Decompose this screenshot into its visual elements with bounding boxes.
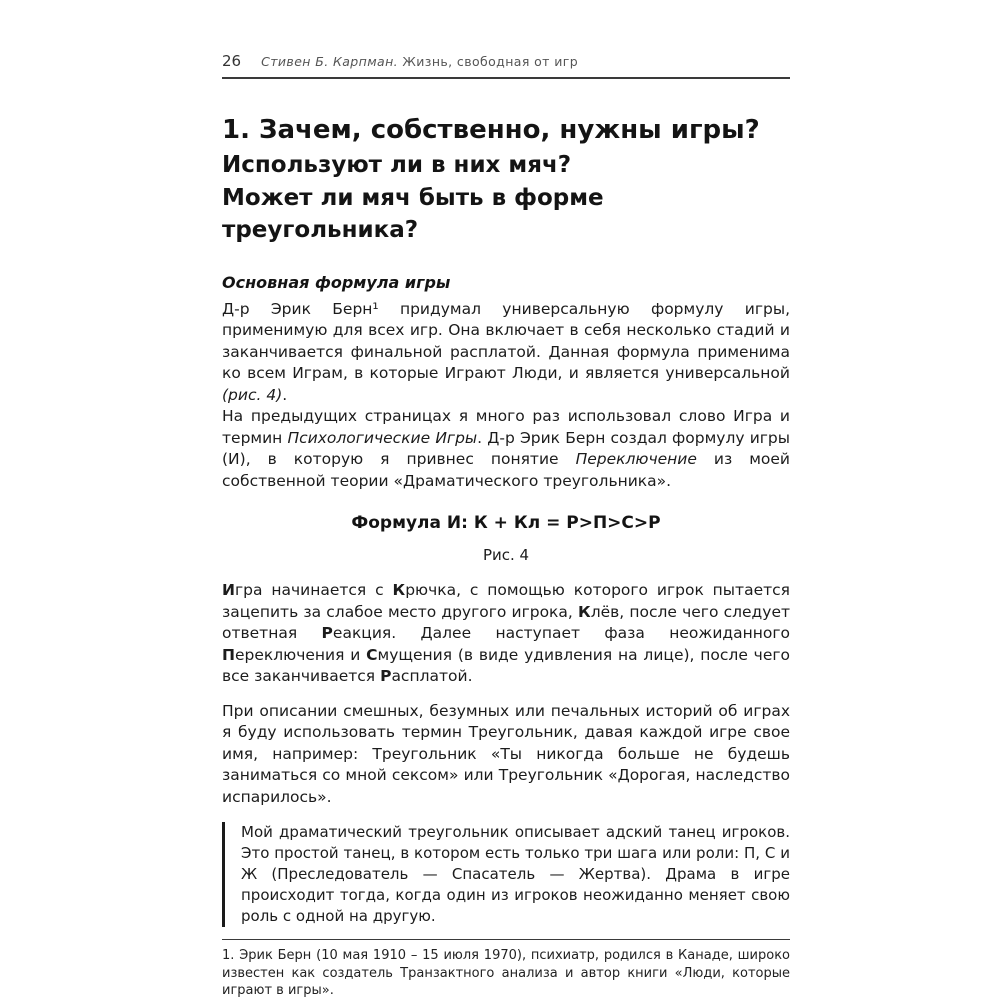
footnote-block <box>222 939 790 1000</box>
figure-caption: Рис. 4 <box>482 546 530 565</box>
footnote-text: 1. Эрик Берн (10 мая 1910 – 15 июля 1970), психиатр, родился в Канаде, широко известен как создатель Транзактного анализа и автор книги «Люди, которые играют в игры». <box>222 948 790 999</box>
page-header <box>222 52 790 79</box>
paragraph-formula-explanation: Игра начинается с Крючка, с помощью которого игрок пытается зацепить за слабое место другого игрока, Клёв, после чего следует ответная Реакция. Далее наступает фаза неожиданного Переключения и Смущения (в виде удивления на лице), после чего все заканчивается Расплатой. <box>222 581 791 686</box>
section-subheading: Основная формула игры <box>222 272 451 292</box>
chapter-title <box>222 113 790 247</box>
game-formula: Формула И: К + Кл = Р>П>С>Р <box>351 513 661 534</box>
paragraph-previous-pages: На предыдущих страницах я много раз использовал слово Игра и термин Психологические Игры. Д-р Эрик Берн создал формулу игры (И), в которую я привнес понятие Переключение из моей собственной теории «Драматического треугольника». <box>222 407 791 490</box>
chapter-title-line-1: 1. Зачем, собственно, нужны игры? <box>222 115 760 145</box>
drama-triangle-quote: Мой драматический треугольник описывает адский танец игроков. Это простой танец, в котором есть только три шага или роли: П, С и Ж (Преследователь — Спасатель — Жертва). Драма в игре происходит тогда, когда один из игроков неожиданно меняет свою роль с одной на другую. <box>222 822 790 927</box>
paragraph-triangle-naming: При описании смешных, безумных или печальных историй об играх я буду использовать термин Треугольник, давая каждой игре свое имя, например: Треугольник «Ты никогда больше не будешь заниматься со мной сексом» или Треугольник «Дорогая, наследство испарилось». <box>222 701 790 806</box>
chapter-title-line-2: Используют ли в них мяч? <box>222 151 572 178</box>
page-number: 26 <box>222 52 242 70</box>
chapter-title-line-4: треугольника? <box>222 217 419 244</box>
chapter-title-line-3: Может ли мяч быть в форме <box>222 184 604 211</box>
paragraph-formula-intro: Д-р Эрик Берн¹ придумал универсальную формулу игры, применимую для всех игр. Она включает в себя несколько стадий и заканчивается финальной расплатой. Данная формула применима ко всем Играм, в которые Играют Люди, и является универсальной (рис. 4). <box>222 299 790 404</box>
running-title: Стивен Б. Карпман. Жизнь, свободная от игр <box>261 54 579 69</box>
